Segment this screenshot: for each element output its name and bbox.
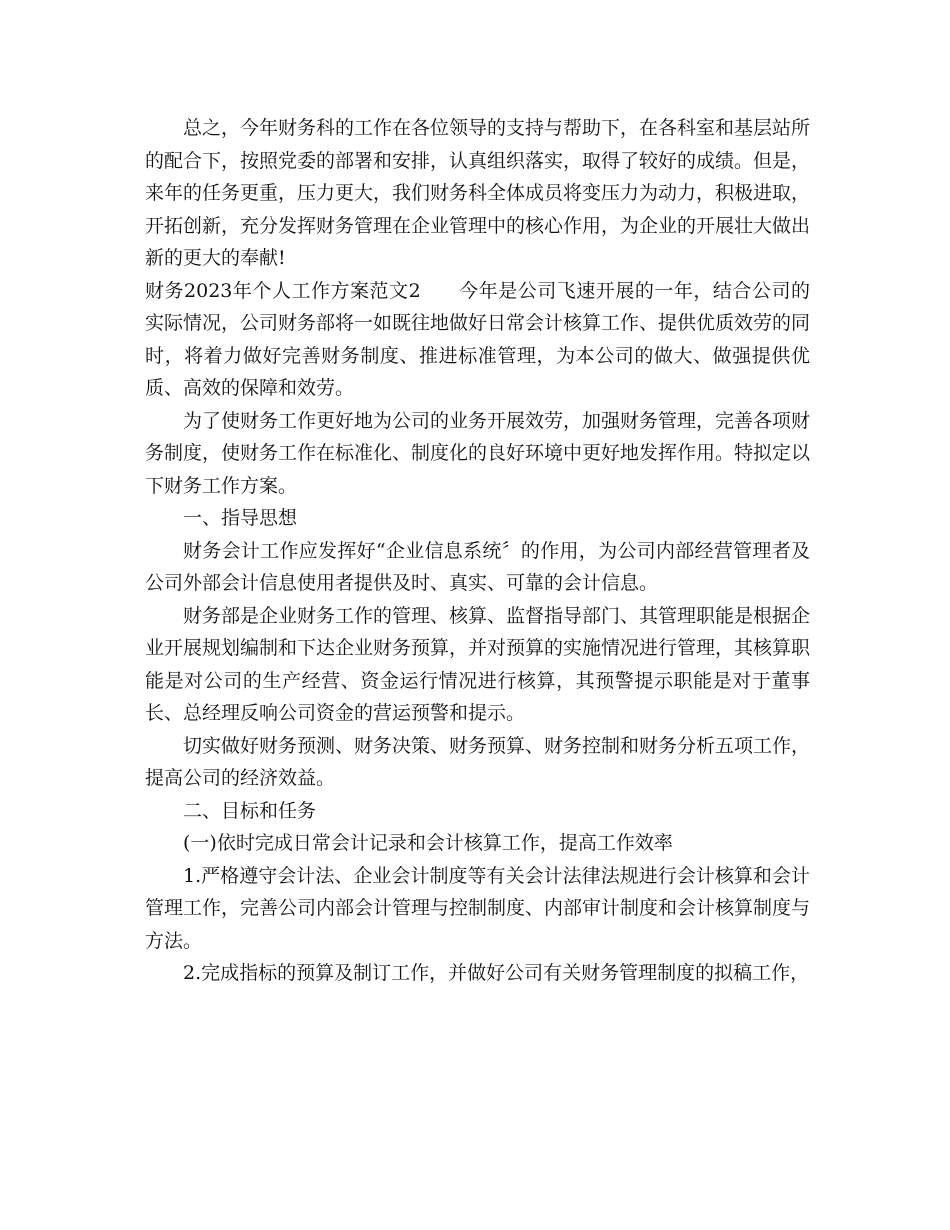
document-page bbox=[145, 112, 810, 990]
paragraph-summary: 总之，今年财务科的工作在各位领导的支持与帮助下，在各科室和基层站所的配合下，按照党委的部署和安排，认真组织落实，取得了较好的成绩。但是，来年的任务更重，压力更大，我们财务科全体成员将变压力为动力，积极进取，开拓创新，充分发挥财务管理在企业管理中的核心作用，为企业的开展壮大做出新的更大的奉献! bbox=[145, 117, 811, 269]
paragraph-intro: 今年是公司飞速开展的一年，结合公司的实际情况，公司财务部将一如既往地做好日常会计核算工作、提供优质效劳的同时，将着力做好完善财务制度、推进标准管理，为本公司的做大、做强提供优质、高效的保障和效劳。 bbox=[145, 279, 811, 399]
subheading-daily-accounting: (一)依时完成日常会计记录和会计核算工作，提高工作效率 bbox=[183, 832, 673, 854]
heading-guiding-principle: 一、指导思想 bbox=[183, 507, 298, 529]
list-item-1: 1.严格遵守会计法、企业会计制度等有关会计法律法规进行会计核算和会计管理工作，完善公司内部会计管理与控制制度、内部审计制度和会计核算制度与方法。 bbox=[145, 864, 811, 952]
section-title: 财务2023年个人工作方案范文2 bbox=[145, 279, 421, 302]
list-item-2: 2.完成指标的预算及制订工作，并做好公司有关财务管理制度的拟稿工作， bbox=[183, 962, 810, 984]
paragraph-five-tasks: 切实做好财务预测、财务决策、财务预算、财务控制和财务分析五项工作，提高公司的经济效益。 bbox=[145, 734, 811, 789]
heading-goals-tasks: 二、目标和任务 bbox=[183, 799, 317, 822]
paragraph-purpose: 为了使财务工作更好地为公司的业务开展效劳，加强财务管理，完善各项财务制度，使财务工作在标准化、制度化的良好环境中更好地发挥作用。特拟定以下财务工作方案。 bbox=[145, 409, 811, 497]
paragraph-finance-dept: 财务部是企业财务工作的管理、核算、监督指导部门、其管理职能是根据企业开展规划编制和下达企业财务预算，并对预算的实施情况进行管理，其核算职能是对公司的生产经营、资金运行情况进行核算，其预警提示职能是对于董事长、总经理反响公司资金的营运预警和提示。 bbox=[145, 604, 811, 724]
paragraph-accounting-role: 财务会计工作应发挥好“企业信息系统〞的作用，为公司内部经营管理者及公司外部会计信息使用者提供及时、真实、可靠的会计信息。 bbox=[145, 539, 810, 594]
section-heading-paragraph bbox=[145, 275, 810, 405]
